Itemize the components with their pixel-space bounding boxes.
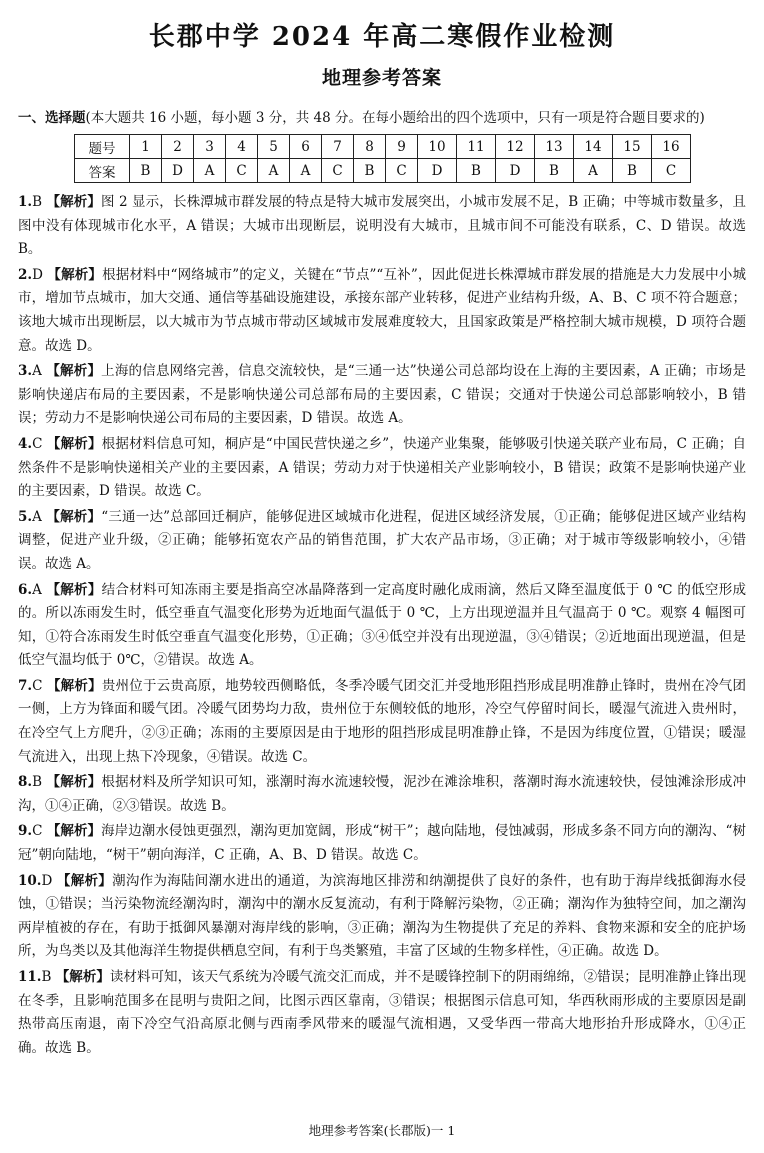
item-text: 结合材料可知冻雨主要是指高空冰晶降落到一定高度时融化成雨滴，然后又降至温度低于 0 ℃ 的低空形成的。所以冻雨发生时，低空垂直气温变化形势为近地面气温低于 0 ℃，上方出现逆温并且气温高于 0 ℃。观察 4 幅图可知，①符合冻雨发生时低空垂直气温变化形势，①正确；③④低空并没有出现逆温，③④错误；②近地面出现逆温，但是低空气温均低于 0℃，②错误。故选 A。 [18, 581, 747, 669]
explanation-item [18, 675, 746, 769]
item-answer: D [41, 872, 53, 889]
item-tag: 【解析】 [56, 872, 113, 889]
item-text: 潮沟作为海陆间潮水进出的通道，为滨海地区排涝和纳潮提供了良好的条件，也有助于海岸线抵御海水侵蚀，①错误；当污染物流经潮沟时，潮沟中的潮水反复流动，有利于降解污染物，②正确；潮沟作为独特空间，加之潮沟两岸植被的存在，有助于抵御风暴潮对海岸线的影响，③正确；潮沟为生物提供了充足的养料、食物来源和安全的庇护场所，为鸟类以及其他海洋生物提供栖息空间，有利于鸟类繁殖，丰富了区域的生物多样性，④正确。故选 D。 [18, 872, 747, 960]
item-tag: 【解析】 [46, 194, 101, 210]
question-number-cell: 10 [418, 135, 457, 159]
explanation-item [18, 966, 746, 1060]
question-number-cell: 7 [322, 135, 354, 159]
answer-cell: B [130, 159, 162, 183]
question-number-cell: 6 [290, 135, 322, 159]
item-answer: A [32, 363, 42, 380]
question-number-row [75, 135, 691, 159]
item-tag: 【解析】 [46, 581, 102, 598]
item-answer: B [32, 774, 43, 791]
item-answer: C [32, 823, 43, 840]
answer-cell: C [322, 159, 354, 183]
item-answer: C [32, 435, 43, 452]
answer-cell: D [496, 159, 535, 183]
explanation-item [18, 870, 746, 964]
answer-cell: C [652, 159, 691, 183]
answer-cell: D [162, 159, 194, 183]
explanation-item [18, 433, 746, 504]
question-number-cell: 16 [652, 135, 691, 159]
question-number-cell: 15 [613, 135, 652, 159]
item-tag: 【解析】 [46, 363, 102, 380]
item-tag: 【解析】 [47, 266, 103, 283]
item-answer: A [32, 508, 42, 525]
item-number: 11. [18, 969, 42, 985]
explanation-item [18, 820, 746, 867]
explanation-item [18, 264, 746, 358]
answer-table [74, 134, 691, 183]
item-number: 1. [18, 194, 33, 210]
answer-cell: D [418, 159, 457, 183]
item-answer: C [32, 677, 43, 694]
item-number: 10. [18, 872, 42, 889]
item-tag: 【解析】 [46, 774, 102, 791]
item-number: 6. [18, 581, 33, 598]
section-instruction: (本大题共 16 小题，每小题 3 分，共 48 分。在每小题给出的四个选项中，只有一项是符合题目要求的) [85, 110, 705, 126]
item-text: “三通一达”总部回迁桐庐，能够促进区域城市化进程，促进区域经济发展，①正确；能够促进区域产业结构调整，促进产业升级，②正确；能够拓宽农产品的销售范围，扩大农产品市场，③正确；对于城市等级影响较小，④错误。故选 A。 [18, 508, 747, 572]
section-title: 一、选择题 [18, 110, 86, 126]
question-number-cell: 4 [226, 135, 258, 159]
question-number-cell: 3 [194, 135, 226, 159]
answer-cell: A [194, 159, 226, 183]
item-number: 8. [18, 774, 33, 791]
item-tag: 【解析】 [55, 969, 110, 985]
item-answer: A [32, 581, 42, 598]
explanation-item [18, 771, 746, 818]
page-footer: 地理参考答案(长郡版)一 1 [308, 1123, 456, 1138]
item-tag: 【解析】 [46, 435, 102, 452]
question-number-cell: 12 [496, 135, 535, 159]
row-label-answer: 答案 [75, 159, 130, 183]
item-text: 根据材料信息可知，桐庐是“中国民营快递之乡”，快递产业集聚，能够吸引快递关联产业布局，C 正确；自然条件不是影响快递相关产业的主要因素，A 错误；劳动力对于快递相关产业影响较小，B 错误；政策不是影响快递产业的主要因素，D 错误。故选 C。 [18, 435, 746, 500]
page-title: 长郡中学 2024 年高二寒假作业检测 [148, 22, 616, 52]
explanation-item [18, 191, 746, 262]
item-answer: D [32, 266, 43, 283]
item-text: 海岸边潮水侵蚀更强烈，潮沟更加宽阔，形成“树干”；越向陆地，侵蚀减弱，形成多条不同方向的潮沟、“树冠”朝向陆地，“树干”朝向海洋，C 正确，A、B、D 错误。故选 C。 [18, 823, 747, 864]
question-number-cell: 14 [574, 135, 613, 159]
answer-cell: A [574, 159, 613, 183]
item-number: 7. [18, 677, 33, 694]
item-text: 上海的信息网络完善，信息交流较快，是“三通一达”快递公司总部均设在上海的主要因素，A 正确；市场是影响快递店布局的主要因素，不是影响快递公司总部布局的主要因素，C 错误；交通对于快递公司总部影响较小，B 错误；劳动力不是影响快递公司布局的主要因素，D 错误。故选 A。 [18, 363, 747, 427]
question-number-cell: 9 [386, 135, 418, 159]
explanation-item [18, 579, 746, 673]
item-number: 4. [18, 435, 33, 452]
question-number-cell: 8 [354, 135, 386, 159]
item-text: 根据材料及所学知识可知，涨潮时海水流速较慢，泥沙在滩涂堆积，落潮时海水流速较快，侵蚀滩涂形成冲沟，①④正确，②③错误。故选 B。 [18, 774, 747, 814]
explanation-item [18, 360, 746, 431]
explanation-item [18, 506, 746, 577]
question-number-cell: 5 [258, 135, 290, 159]
item-number: 2. [18, 266, 33, 283]
answer-cell: B [354, 159, 386, 183]
item-text: 根据材料中“网络城市”的定义，关键在“节点”“互补”，因此促进长株潭城市群发展的措施是大力发展中小城市，增加节点城市，加大交通、通信等基础设施建设，承接东部产业转移，促进产业结构升级，A、B、C 项不符合题意；该地大城市出现断层，以大城市为节点城市带动区域城市发展难度较大，且国家政策是严格控制大城市规模，D 项符合题意。故选 D。 [18, 266, 746, 354]
item-tag: 【解析】 [46, 677, 102, 694]
answer-row [75, 159, 691, 183]
question-number-cell: 13 [535, 135, 574, 159]
answer-cell: B [613, 159, 652, 183]
item-answer: B [41, 969, 52, 985]
answer-cell: B [535, 159, 574, 183]
item-tag: 【解析】 [46, 823, 102, 840]
question-number-cell: 1 [130, 135, 162, 159]
item-tag: 【解析】 [46, 508, 102, 525]
item-number: 5. [18, 508, 33, 525]
item-number: 9. [18, 823, 33, 840]
item-text: 读材料可知，该天气系统为冷暖气流交汇而成，并不是暖锋控制下的阴雨绵绵，②错误；昆明准静止锋出现在冬季，且影响范围多在昆明与贵阳之间，比图示西区靠南，③错误；根据图示信息可知，华西秋雨形成的主要原因是副热带高压南退，南下冷空气沿高原北侧与西南季风带来的暖湿气流相遇，又受华西一带高大地形抬升形成降水，①④正确。故选 B。 [18, 969, 746, 1056]
answer-cell: A [258, 159, 290, 183]
item-text: 图 2 显示，长株潭城市群发展的特点是特大城市发展突出，小城市发展不足，B 正确；中等城市数量多，且图中没有体现城市化水平，A 错误；大城市出现断层，说明没有大城市，且城市间不可能没有联系，C、D 错误。故选 B。 [18, 194, 747, 258]
item-number: 3. [18, 363, 33, 380]
page-subtitle: 地理参考答案 [321, 67, 442, 89]
answer-cell: C [386, 159, 418, 183]
row-label-number: 题号 [75, 135, 130, 159]
question-number-cell: 2 [162, 135, 194, 159]
answer-cell: A [290, 159, 322, 183]
item-answer: B [32, 194, 43, 210]
section-heading [18, 106, 746, 126]
item-text: 贵州位于云贵高原，地势较西侧略低，冬季冷暖气团交汇并受地形阻挡形成昆明准静止锋时，贵州在冷气团一侧，上方为锋面和暖气团。冷暖气团势均力敌，贵州位于东侧较低的地形，冷空气停留时间长，暖湿气流进入贵州时，在冷空气上方爬升，②③正确；冻雨的主要原因是由于地形的阻挡形成昆明准静止锋，不是因为纬度位置，①错误；暖湿气流进入，出现上热下冷现象，④错误。故选 C。 [18, 677, 747, 765]
answer-cell: C [226, 159, 258, 183]
answer-cell: B [457, 159, 496, 183]
question-number-cell: 11 [457, 135, 496, 159]
explanation-list [18, 191, 746, 1060]
